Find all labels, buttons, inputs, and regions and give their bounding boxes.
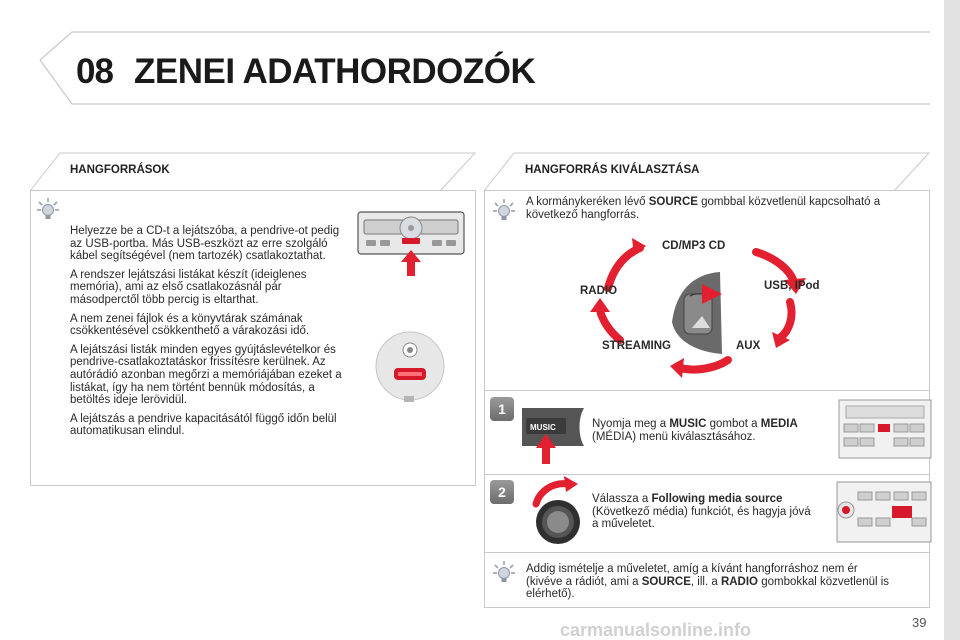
music-button-illustration <box>520 406 586 466</box>
info-bulb-icon <box>492 560 516 584</box>
music-button-label: MUSIC <box>530 423 556 432</box>
note-bold: RADIO <box>720 575 758 588</box>
cycle-label-radio: RADIO <box>580 285 618 297</box>
step2-text <box>592 493 812 531</box>
radio-panel-illustration <box>836 478 932 548</box>
intro-bold: SOURCE <box>648 196 698 208</box>
rotary-knob-illustration <box>522 476 592 548</box>
note-part: Addig ismételje a műveletet, amíg a kívánt hangforráshoz nem ér (kivéve a rádiót, ami a <box>526 563 858 588</box>
left-paragraph: A lejátszás a pendrive kapacitásától függő időn belül automatikusan elindul. <box>70 412 337 438</box>
step2-bold: Following media source <box>651 493 783 505</box>
step1-part: Nyomja meg a <box>592 418 670 430</box>
radio-panel-illustration <box>838 396 932 464</box>
divider <box>484 552 930 553</box>
note-part: gombokkal közvetlenül is elérhető). <box>526 575 890 601</box>
note-bold: SOURCE <box>641 575 691 588</box>
step2-part: Válassza a <box>592 493 652 505</box>
divider <box>484 390 930 391</box>
step1-bold: MEDIA <box>760 418 798 430</box>
intro-text: gombbal közvetlenül kapcsolható a következő hangforrás. <box>526 196 881 221</box>
source-cycle-diagram <box>580 232 840 388</box>
info-bulb-icon <box>36 197 60 221</box>
left-heading: HANGFORRÁSOK <box>70 164 170 176</box>
cycle-label-cd: CD/MP3 CD <box>662 240 726 252</box>
source-intro <box>526 196 916 221</box>
step-number-badge: 1 <box>490 397 514 421</box>
step-number-badge: 2 <box>490 480 514 504</box>
intro-text: A kormánykeréken lévő <box>526 196 649 208</box>
step1-text <box>592 418 832 443</box>
step1-part: (MÉDIA) menü kiválasztásához. <box>592 430 756 443</box>
left-paragraph: A lejátszási listák minden egyes gyújtáslevételkor és pendrive-csatlakoztatáskor frissítésre kerülnek. Az autórádió azonban megőrzi a memóriájában ezeket a listákat, így ha nem történt bennük módosítás, a betöltés ideje lerövidül. <box>70 343 342 407</box>
divider <box>484 474 930 475</box>
step1-bold: MUSIC <box>669 418 707 430</box>
left-paragraph: A nem zenei fájlok és a könyvtárak számának csökkentésével csökkenthető a várakozási idő. <box>70 312 310 338</box>
sidebar-tab <box>944 0 960 640</box>
step2-part: (Következő média) funkciót, és hagyja jóvá a műveletet. <box>592 505 811 531</box>
cycle-label-usb: USB, IPod <box>764 280 820 292</box>
page-number: 39 <box>912 615 927 630</box>
info-bulb-icon <box>492 198 516 222</box>
usb-port-illustration <box>374 330 450 402</box>
step1-part: gombot a <box>706 418 761 430</box>
cd-player-illustration <box>356 208 468 278</box>
note-part: , ill. a <box>690 575 721 588</box>
left-paragraph: Helyezze be a CD-t a lejátszóba, a pendrive-ot pedig az USB-portba. Más USB-eszközt az erre szolgáló kábel segítségével (nem tartozék) csatlakoztathat. <box>70 225 340 263</box>
left-text <box>70 225 342 444</box>
chapter-number: 08 <box>76 52 113 91</box>
cycle-label-aux: AUX <box>736 340 761 352</box>
note-text <box>526 563 896 601</box>
right-heading: HANGFORRÁS KIVÁLASZTÁSA <box>525 164 700 176</box>
left-paragraph: A rendszer lejátszási listákat készít (ideiglenes memória), ami az első csatlakozásnál pár másodperctől több percig is eltarthat. <box>70 268 307 306</box>
page-title: ZENEI ADATHORDOZÓK <box>134 52 536 91</box>
watermark: carmanualsonline.info <box>560 620 752 640</box>
cycle-label-streaming: STREAMING <box>602 340 671 352</box>
